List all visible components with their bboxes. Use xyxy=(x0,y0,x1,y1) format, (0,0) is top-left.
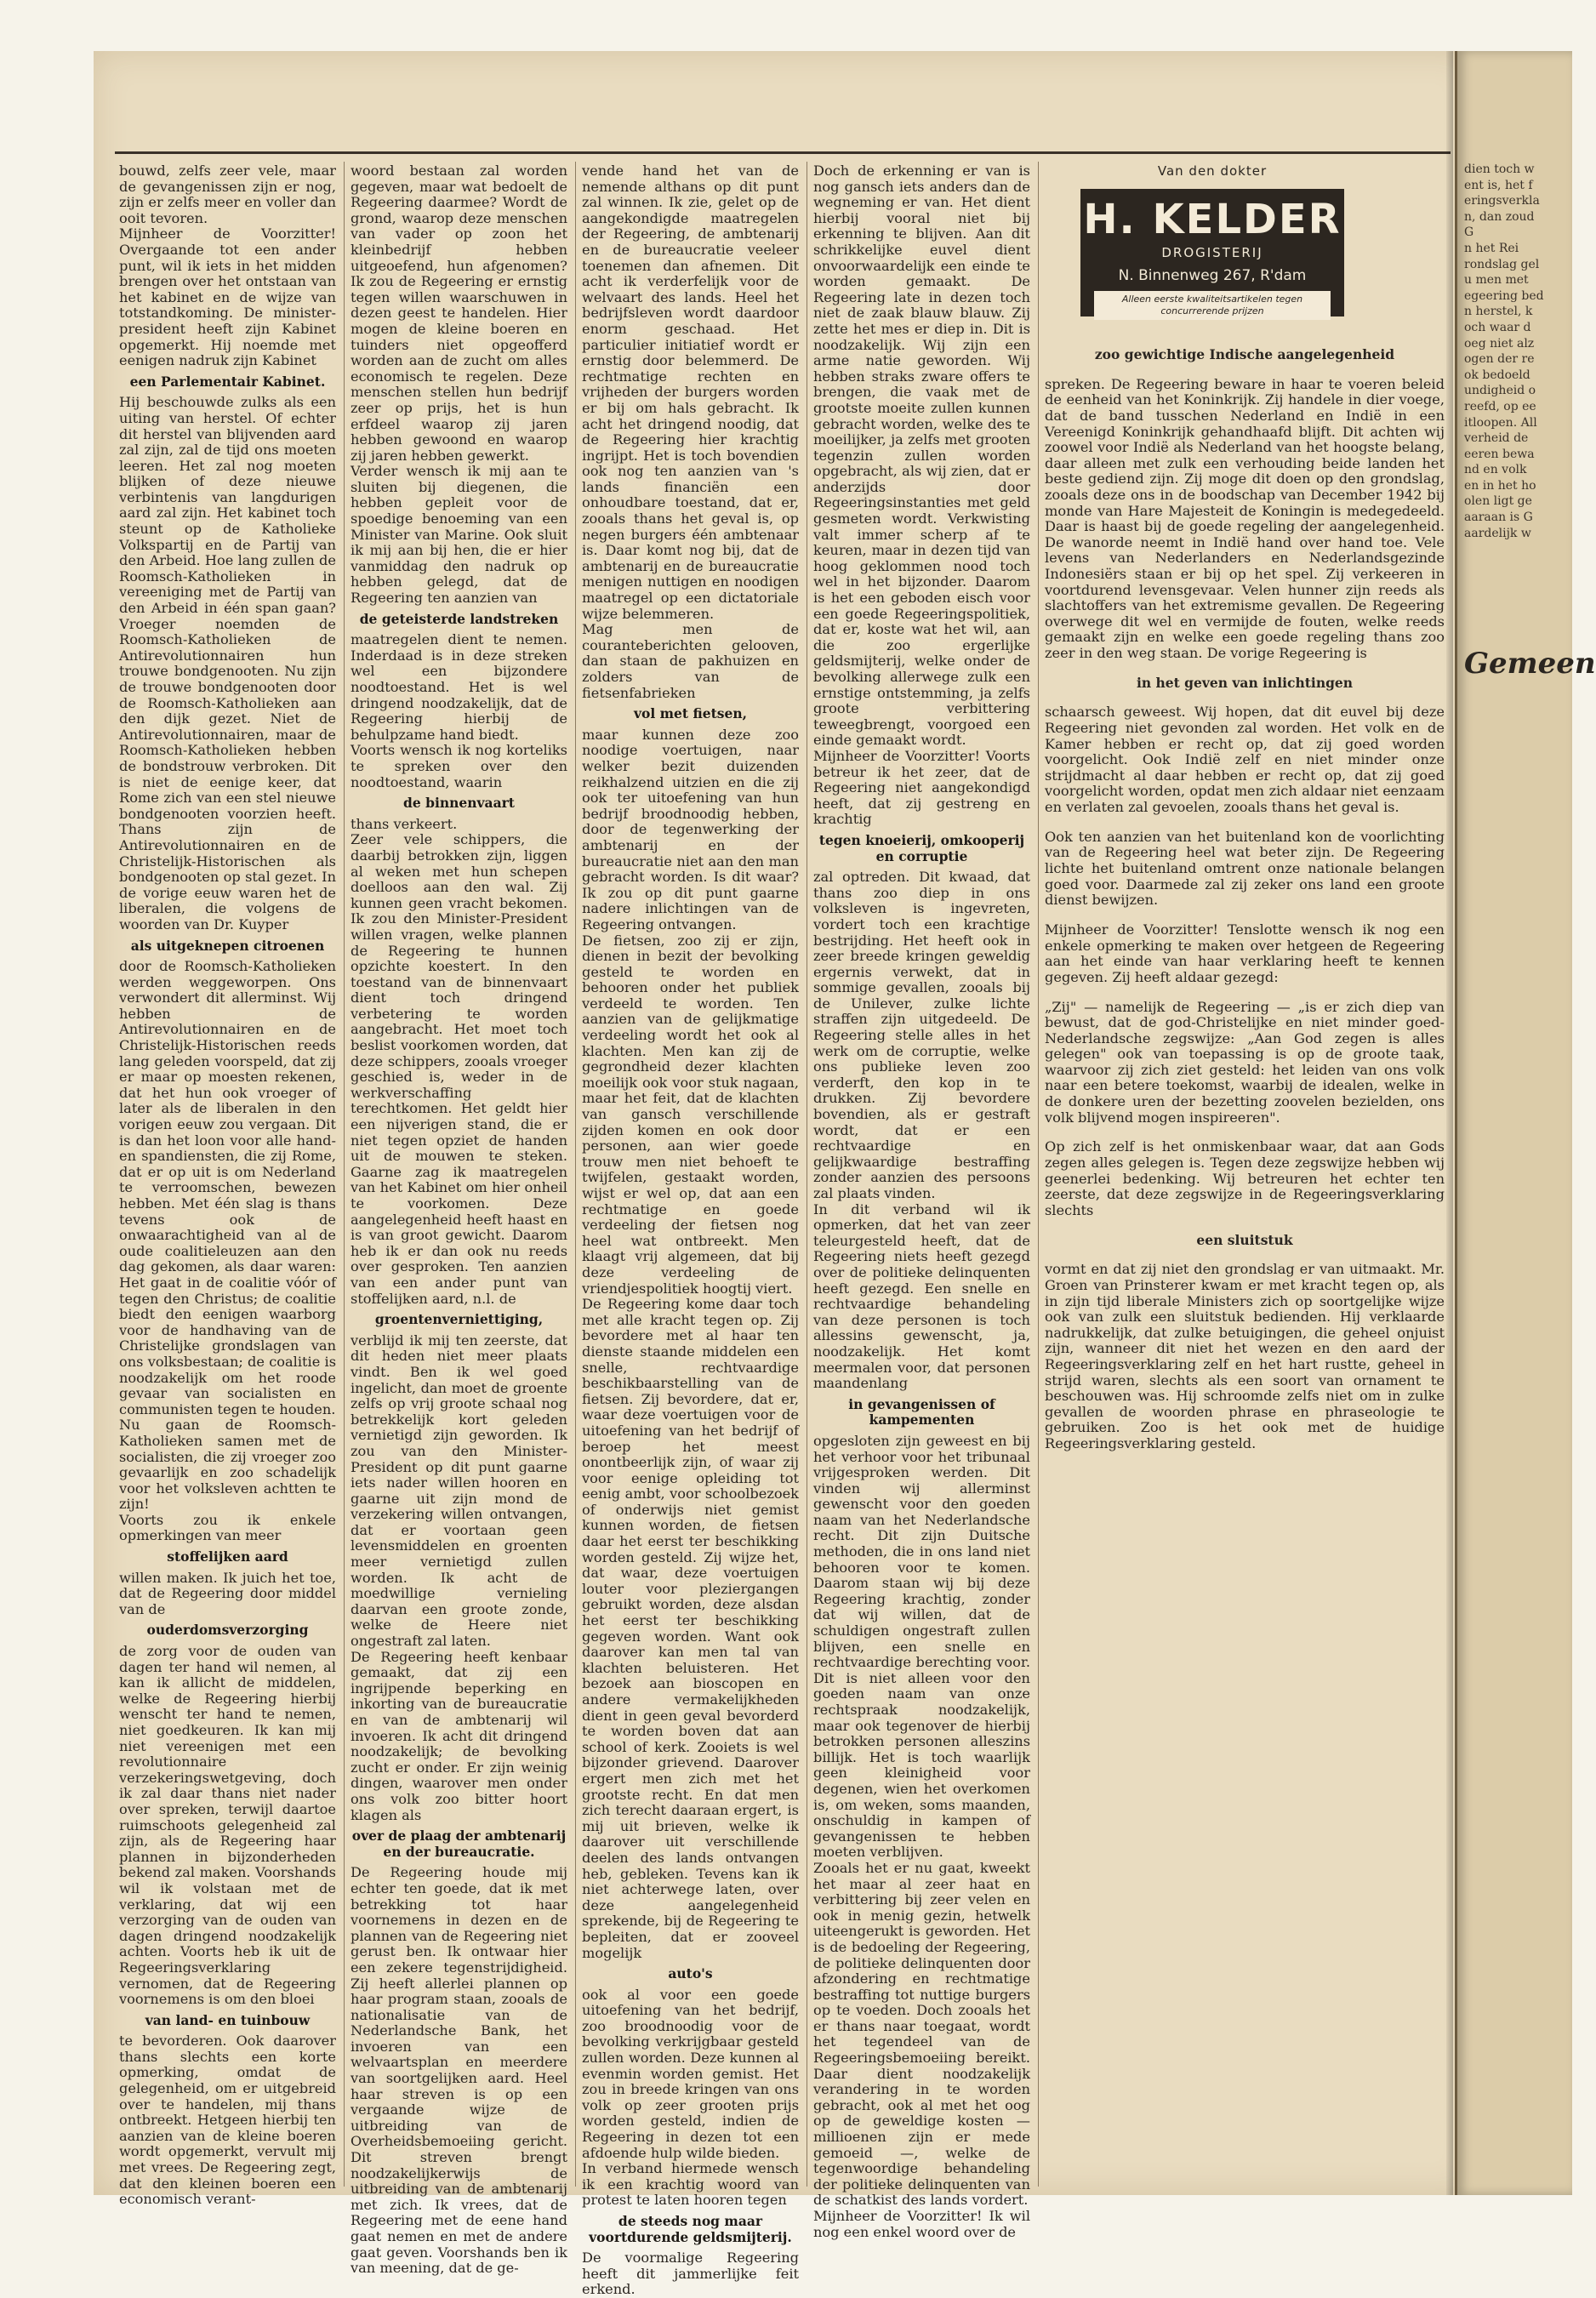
section-heading: de steeds nog maar voortdurende geldsmijterij. xyxy=(589,2213,792,2245)
section-heading: in gevangenissen of kampementen xyxy=(848,1395,995,1428)
article-paragraph: „Zij" — namelijk de Regeering — „is er zich diep van bewust, dat de god-Christelijke en niet minder goed-Nederlandsche zegswijze: „Aan God zegen is alles gelegen" ook van toepassing is op de groote taak, waarvoor zij zich ziet gesteld: het leiden van ons volk naar een betere toekomst, waarbij de idealen, welke in de donkere uren der bezetting zoovelen bezielden, ons volk blijvend mogen inspireeren". xyxy=(1045,998,1445,1126)
ad-tagline: Alleen eerste kwaliteitsartikelen tegen concurrerende prijzen xyxy=(1094,291,1331,320)
article-paragraph: Mijnheer de Voorzitter! Overgaande tot een ander punt, wil ik iets in het midden brengen over het ontstaan van het kabinet en de wijze van totstandkoming. De minister-president heeft zijn Kabinet opgemerkt. Hij noemde met eenigen nadruk zijn Kabinet xyxy=(119,225,336,369)
article-paragraph: Op zich zelf is het onmiskenbaar waar, dat aan Gods zegen alles gelegen is. Tegen deze zegswijze hebben wij geenerlei bedenking. Wij betreuren het echter ten zeerste, dat deze zegswijze in de Regeeringsverklaring slechts xyxy=(1045,1138,1445,1218)
article-paragraph: Mijnheer de Voorzitter! Tenslotte wensch ik nog een enkele opmerking te maken over hetgeen de Regeering aan het einde van haar verklaring heeft te kennen gegeven. Zij heeft aldaar gezegd: xyxy=(1045,921,1445,985)
article-paragraph: De Regeering heeft kenbaar gemaakt, dat zij een ingrijpende beperking en inkorting van de bureaucratie en van de ambtenarij wil invoeren. Ik acht dit dringend noodzakelijk; de bevolking zucht er onder. Er zijn weinig dingen, waarover men onder ons volk zoo bitter hoort klagen als xyxy=(351,1648,567,1823)
adjacent-page-line: rondslag gel xyxy=(1464,257,1540,271)
adjacent-page-line: ok bedoeld xyxy=(1464,368,1530,382)
article-paragraph: de zorg voor de ouden van dagen ter hand wil nemen, al kan ik allicht de middelen, welke de Regeering hierbij wenscht ter hand te nemen, niet goedkeuren. Ik kan mij niet vereenigen met een revolutionnaire verzekeringswetgeving, doch ik zal daar thans niet nader over spreken, terwijl daartoe ruimschoots gelegenheid zal zijn, als de Regeering haar plannen in bijzonderheden bekend zal maken. Voorshands wil ik volstaan met de verklaring, dat wij een verzorging van de ouden van dagen dringend noodzakelijk achten. Voorts heb ik uit de Regeeringsverklaring vernomen, dat de Regeering voornemens is om den bloei xyxy=(119,1643,336,2008)
article-paragraph: Mijnheer de Voorzitter! Voorts betreur ik het zeer, dat de Regeering niet aangekondigd heeft, dat zij gestreng en krachtig xyxy=(813,747,1030,828)
article-paragraph: Ook ten aanzien van het buitenland kon de voorlichting van de Regeering heel wat beter zijn. De Regeering lichte het buitenland omtrent onze nationale belangen goed voor. Daarmede zal zij zeker ons land een groote dienst bewijzen. xyxy=(1045,828,1445,909)
article-column-3 xyxy=(582,163,799,2298)
section-heading: een sluitstuk xyxy=(1196,1231,1293,1248)
article-paragraph: willen maken. Ik juich het toe, dat de Regeering door middel van de xyxy=(119,1569,336,1617)
advertisement xyxy=(1080,189,1344,316)
adjacent-page-line: undigheid o xyxy=(1464,384,1536,398)
article-paragraph: De voormalige Regeering heeft dit jammerlijke feit erkend. xyxy=(582,2250,799,2298)
adjacent-page-heading: Gemeen xyxy=(1464,647,1596,681)
section-heading: auto's xyxy=(668,1965,713,1982)
adjacent-page-line: olen ligt ge xyxy=(1464,494,1532,509)
adjacent-page-line: ogen der re xyxy=(1464,352,1535,367)
article-paragraph: Hij beschouwde zulks als een uiting van herstel. Of echter dit herstel van blijvenden aard zal zijn, zal de tijd ons moeten leeren. Het zal nog moeten blijken of deze nieuwe verbintenis van langdurigen aard zal zijn. Het kabinet toch steunt op de Katholieke Volkspartij en de Partij van den Arbeid. Hoe lang zullen de Roomsch-Katholieken in vereeniging met de Partij van den Arbeid in één span gaan? Vroeger noemden de Roomsch-Katholieken de Antirevolutionnairen hun trouwe bondgenooten. Nu zijn de trouwe bondgenooten door de Roomsch-Katholieken aan den dijk gezet. Niet de Antirevolutionnairen, maar de Roomsch-Katholieken hebben de bondstrouw verbroken. Dit is niet de eenige keer, dat Rome zich van een stel nieuwe bondgenooten voorzien heeft. Thans zijn de Antirevolutionnairen en de Christelijk-Historischen als bondgenooten op stal gezet. In de vorige eeuw waren het de liberalen, die volgens de woorden van Dr. Kuyper xyxy=(119,394,336,932)
adjacent-page-line: aardelijk w xyxy=(1464,526,1531,540)
section-heading: in het geven van inlichtingen xyxy=(1136,674,1354,691)
article-paragraph: door de Roomsch-Katholieken werden weggeworpen. Ons verwondert dit allerminst. Wij hebben de Antirevolutionnairen en de Christelijk-Historischen reeds lang geleden voorspeld, dat zij er maar op moesten rekenen, dat het hun ook vroeger of later als de liberalen in den vorigen eeuw zou vergaan. Dit is dan het loon voor alle hand- en spandiensten, die zij Rome, dat er op uit is om Nederland te verroomschen, bewezen hebben. Met één slag is thans tevens ook de onwaarachtigheid van al de oude coalitieleuzen aan den dag gekomen, als daar waren: Het gaat in de coalitie vóór of tegen den Christus; de coalitie biedt den eenigen waarborg voor de handhaving van de Christelijke grondslagen van ons volksbestaan; de coalitie is noodzakelijk om het roode gevaar van socialisten en communisten tegen te houden. xyxy=(119,958,336,1417)
article-paragraph: vormt en dat zij niet den grondslag er van uitmaakt. Mr. Groen van Prinsterer kwam er met kracht tegen op, als in zijn tijd liberale Ministers zich op soortgelijke wijze ook van zulk een sluitstuk bedienden. Hij verklaarde nadrukkelijk, dat zulke betuigingen, die geheel onjuist zijn, wanneer dit niet het wezen en den aard der Regeeringsverklaring zelf en het hart rustte, geheel in strijd waren, slechts als een soort van ornament te beschouwen was. Hij schroomde zelfs niet om in zulke gevallen de woorden phrase en phraseologie te gebruiken. Zoo is het ook met de huidige Regeeringsverklaring gesteld. xyxy=(1045,1261,1445,1451)
adjacent-page-line: verheid de xyxy=(1464,431,1529,446)
adjacent-page-line: reefd, op ee xyxy=(1464,399,1536,413)
header-rule xyxy=(115,151,1451,154)
article-paragraph: woord bestaan zal worden gegeven, maar wat bedoelt de Regeering daarmee? Wordt de grond, waarop deze menschen van vader op zoon het kleinbedrijf hebben uitgeoefend, hun afgenomen? Ik zou de Regeering er ernstig tegen willen waarschuwen in dezen geest te handelen. Hier mogen de kleine boeren en tuinders niet opgeofferd worden aan de zucht om alles economisch te regelen. Deze menschen stellen hun bedrijf zeer op prijs, het is hun erfdeel waarop zij jaren hebben gewoond en waarop zij jaren hebben gewerkt. xyxy=(351,163,567,464)
article-paragraph: maar kunnen deze zoo noodige voertuigen, naar welker bezit duizenden reikhalzend uitzien en die zij ook ter uitoefening van hun bedrijf broodnoodig hebben, door de tegenwerking der ambtenarij en der bureaucratie niet aan den man gebracht worden. Is dit waar? Ik zou op dit punt gaarne nadere inlichtingen van de Regeering ontvangen. xyxy=(582,726,799,932)
article-paragraph: vende hand het van de nemende althans op dit punt zal winnen. Ik zie, gelet op de aangekondigde maatregelen der Regeering, de ambtenarij en de bureaucratie veeleer toenemen dan afnemen. Dit acht ik verderfelijk voor de welvaart des lands. Heel het bedrijfsleven wordt daardoor enorm geschaad. Het particulier initiatief wordt er ernstig door belemmerd. De rechtmatige rechten en vrijheden der burgers worden er bij om hals gebracht. Ik acht het dringend noodig, dat de Regeering hier krachtig ingrijpt. Het is toch bovendien ook nog ten aanzien van 's lands financiën een onhoudbare toestand, dat er, zooals thans het geval is, op negen burgers één ambtenaar is. Daar komt nog bij, dat de ambtenarij en de bureaucratie menigen nuttigen en noodigen maatregel op een dictatoriale wijze belemmeren. xyxy=(582,163,799,622)
article-paragraph: Voorts zou ik enkele opmerkingen van meer xyxy=(119,1511,336,1544)
article-column-5 xyxy=(1045,342,1445,2188)
adjacent-page-line: n het Rei xyxy=(1464,241,1519,255)
section-heading: ouderdomsverzorging xyxy=(146,1622,309,1639)
column-divider xyxy=(1038,162,1039,2187)
column-divider xyxy=(575,162,576,2187)
section-heading: tegen knoeierij, omkooperij en corruptie xyxy=(818,831,1025,864)
adjacent-page-line: G xyxy=(1464,225,1474,240)
page-fold xyxy=(1446,51,1453,2195)
article-paragraph: Zeer vele schippers, die daarbij betrokken zijn, liggen al weken met hun schepen doelloos aan den wal. Zij kunnen geen vracht bekomen. Ik zou den Minister-President willen vragen, welke plannen de Regeering te hunnen opzichte koestert. In den toestand van de binnenvaart dient toch dringend verbetering te worden aangebracht. Het moet toch beslist voorkomen worden, dat deze schippers, zooals vroeger geschied is, weder in de werkverschaffing terechtkomen. Het geldt hier een nijverigen stand, die er niet tegen opziet de handen uit de mouwen te steken. Gaarne zag ik maatregelen van het Kabinet om hier onheil te voorkomen. Deze aangelegenheid heeft haast en is van groot gewicht. Daarom heb ik er dan ook nu reeds over gesproken. Ten aanzien van een ander punt van stoffelijken aard, n.l. de xyxy=(351,831,567,1307)
section-heading: als uitgeknepen citroenen xyxy=(130,937,325,954)
article-paragraph: Zooals het er nu gaat, kweekt het maar al zeer haat en verbittering bij zeer velen en ook in menig gezin, hetwelk uiteengerukt is geworden. Het is de bedoeling der Regeering, de politieke delinquenten door afzondering en rechtmatige bestraffing tot nuttige burgers op te voeden. Doch zooals het er thans naar toegaat, wordt het tegendeel van de Regeeringsbemoeiing bereikt. Daar dient noodzakelijk verandering in te worden gebracht, ook al met het oog op de geweldige kosten — millioenen zijn er mede gemoeid —, welke de tegenwoordige behandeling der politieke delinquenten van de schatkist des lands vordert. xyxy=(813,1859,1030,2209)
article-paragraph: opgesloten zijn geweest en bij het verhoor voor het tribunaal vrijgesproken werden. Dit vinden wij allerminst gewenscht voor den goeden naam van het Nederlandsche recht. Dit zijn Duitsche methoden, die in ons land niet behooren voor te komen. Daarom staan wij bij deze Regeering krachtig, zonder dat wij willen, dat de schuldigen ongestraft zullen blijven, een snelle en rechtvaardige berechting voor. Dit is niet alleen voor den goeden naam van onze rechtspraak noodzakelijk, maar ook tegenover de hierbij betrokken personen alleszins billijk. Het is toch waarlijk geen kleinigheid voor degenen, wien het overkomen is, om weken, soms maanden, onschuldig in kampen of gevangenissen te hebben moeten verblijven. xyxy=(813,1432,1030,1861)
article-paragraph: Verder wensch ik mij aan te sluiten bij diegenen, die hebben gepleit voor de spoedige benoeming van een Minister van Marine. Ook sluit ik mij aan bij hen, die er hier vanmiddag den nadruk op hebben gelegd, dat de Regeering ten aanzien van xyxy=(351,463,567,607)
adjacent-page-line: egeering bed xyxy=(1464,288,1544,303)
adjacent-page-line: dien toch w xyxy=(1464,163,1535,176)
article-paragraph: thans verkeert. xyxy=(351,815,458,832)
article-paragraph: Doch de erkenning er van is nog gansch iets anders dan de wegneming er van. Het dient hierbij vooral niet bij erkenning te blijven. Aan dit schrikkelijke euvel dient onvoorwaardelijk een einde te worden gemaakt. De Regeering late in dezen toch niet de zaak blauw blauw. Zij zette het mes er diep in. Dit is noodzakelijk. Wij zijn een arme natie geworden. Wij hebben straks zware offers te brengen, die vaak met de grootste moeite zullen kunnen gebracht worden, welke des te moeilijker, ja zelfs met grooten tegenzin zullen worden opgebracht, als wij zien, dat er anderzijds door Regeeringsinstanties met geld gesmeten wordt. Verkwisting valt immer scherp af te keuren, maar in dezen tijd van hoog geklommen nood toch wel in het bijzonder. Daarom is het een geboden eisch voor een goede Regeeringspolitiek, dat er, koste wat het wil, aan die zoo ergerlijke geldsmijterij, welke onder de bevolking allerwege zulk een ernstige ontstemming, ja zelfs groote verbittering teweegbrengt, voorgoed een einde gemaakt wordt. xyxy=(813,163,1030,749)
article-paragraph: In dit verband wil ik opmerken, dat het van zeer teleurgesteld heeft, dat de Regeering niets heeft gezegd over de politieke delinquenten heeft gezegd. Een snelle en rechtvaardige behandeling van deze personen is toch allessins gewenscht, ja, noodzakelijk. Het komt meermalen voor, dat personen maandenlang xyxy=(813,1200,1030,1392)
adjacent-page-line: en in het ho xyxy=(1464,478,1536,493)
ad-title: H. KELDER xyxy=(1083,196,1342,243)
article-paragraph: spreken. De Regeering beware in haar te voeren beleid de eenheid van het Koninkrijk. Zij handele in dier voege, dat de band tusschen Nederland en Indië in een Vereenigd Koninkrijk gehandhaafd blijft. Dit achten wij zoowel voor Indië als Nederland van het hoogste belang, daar alleen met zulk een verhouding beide landen het beste gediend zijn. Zij moge dit doen op den grondslag, zooals deze ons in de boodschap van December 1942 bij monde van Hare Majesteit de Koningin is medegedeeld. Daar is haast bij de goede regeling der aangelegenheid. De wanorde neemt in Indië hand over hand toe. Vele levens van Nederlanders en Nederlandsgezinde Indonesiërs staan er bij op het spel. Zij verkeeren in voortdurend levensgevaar. Velen hunner zijn reeds als slachtoffers van het extremisme gevallen. De Regeering overwege dit wel en vermijde de fouten, welke reeds gemaakt zijn en welke een goede regeling thans zoo zeer in den weg staan. De vorige Regeering is xyxy=(1045,375,1445,661)
section-heading: van land- en tuinbouw xyxy=(145,2011,311,2028)
article-paragraph: zal optreden. Dit kwaad, dat thans zoo diep in ons volksleven is ingevreten, vordert toch een krachtige bestrijding. Het heeft ook in zeer breede kringen geweldig ergernis verwekt, dat in sommige gevallen, zooals bij de Unilever, zulke lichte straffen zijn uitgedeeld. De Regeering stelle alles in het werk om de corruptie, welke ons publieke leven zoo verderft, den kop in te drukken. Zij bevordere bovendien, als er gestraft wordt, dat er een rechtvaardige en gelijkwaardige bestraffing zonder aanzien des persoons zal plaats vinden. xyxy=(813,869,1030,1201)
section-heading: zoo gewichtige Indische aangelegenheid xyxy=(1094,346,1395,362)
adjacent-page-line: n herstel, k xyxy=(1464,305,1533,319)
section-heading: een Parlementair Kabinet. xyxy=(129,373,326,390)
article-paragraph: Voorts wensch ik nog korteliks te spreken over den noodtoestand, waarin xyxy=(351,742,567,790)
article-paragraph: verblijd ik mij ten zeerste, dat dit heden niet meer plaats vindt. Ben ik wel goed ingelicht, dan moet de groente zelfs op vrij groote schaal nog betrekkelijk kort geleden vernietigd zijn geworden. Ik zou van den Minister-President op dit punt gaarne iets nader willen hooren en gaarne uit zijn mond de verzekering willen ontvangen, dat er voortaan geen levensmiddelen en groenten meer vernietigd zullen worden. Ik acht de moedwillige vernieling daarvan een groote zonde, welke de Heere niet ongestraft zal laten. xyxy=(351,1331,567,1650)
adjacent-page-line: eringsverkla xyxy=(1464,194,1540,208)
adjacent-page-line: n, dan zoud xyxy=(1464,209,1535,224)
adjacent-page-line: u men met xyxy=(1464,273,1529,288)
adjacent-page-line: itloopen. All xyxy=(1464,415,1537,430)
adjacent-page-line: aaraan is G xyxy=(1464,510,1533,525)
article-column-1 xyxy=(119,163,336,2208)
article-column-2 xyxy=(351,163,567,2277)
article-paragraph: De fietsen, zoo zij er zijn, dienen in bezit der bevolking gesteld te worden en behooren onder het publiek verdeeld te worden. Ten aanzien van de gelijkmatige verdeeling wordt het ook al klachten. Men kan zij de gegrondheid dezer klachten moeilijk ook voor stuk nagaan, maar het feit, dat de klachten van gansch verschillende zijden komen en ook door personen, aan wier goede trouw men niet behoeft te twijfelen, gestaakt worden, wijst er wel op, dat aan een rechtmatige en goede verdeeling der fietsen nog heel wat ontbreekt. Men klaagt vrij algemeen, dat bij deze verdeeling de vriendjespolitiek hoogtij viert. xyxy=(582,932,799,1297)
ad-label: Van den dokter xyxy=(1157,163,1268,179)
article-paragraph: De Regeering kome daar toch met alle kracht tegen op. Zij bevordere met al haar ten dienste staande middelen een snelle, rechtvaardige beschikbaarstelling van de fietsen. Zij bevordere, dat er, waar deze voertuigen voor de uitoefening van het bedrijf of beroep het meest onontbeerlijk zijn, of waar zij voor eenige opleiding tot eenig ambt, voor schoolbezoek of onderwijs niet gemist kunnen worden, de fietsen daar het eerst ter beschikking worden gesteld. Zij wijze het, dat waar, deze voertuigen louter voor pleziergangen gebruikt worden, deze alsdan het eerst ter beschikking gegeven worden. Want ook daarover kan men tal van klachten beluisteren. Het bezoek aan bioscopen en andere vermakelijkheden dient in geen geval bevorderd te worden boven dat aan school of kerk. Zooiets is wel bijzonder grievend. Daarover ergert men zich met het grootste recht. En dat men zich terecht daaraan ergert, is mij uit brieven, welke ik daarover uit verschillende deelen des lands ontvangen heb, gebleken. Tevens kan ik niet achterwege laten, over deze aangelegenheid sprekende, bij de Regeering te bepleiten, dat er zooveel mogelijk xyxy=(582,1296,799,1961)
article-paragraph: maatregelen dient te nemen. Inderdaad is in deze streken wel een bijzondere noodtoestand. Het is wel dringend noodzakelijk, dat de Regeering hierbij de behulpzame hand biedt. xyxy=(351,631,567,743)
section-heading: over de plaag der ambtenarij en der bureaucratie. xyxy=(351,1828,567,1860)
article-paragraph: ook al voor een goede uitoefening van het bedrijf, zoo broodnoodig voor de bevolking verkrijgbaar gesteld zullen worden. Deze kunnen al evenmin worden gemist. Het zou in breede kringen van ons volk op zeer grooten prijs worden gesteld, indien de Regeering in dezen tot een afdoende hulp wilde bieden. xyxy=(582,1986,799,2161)
section-heading: de binnenvaart xyxy=(403,795,515,812)
adjacent-page-text xyxy=(1464,162,1570,2204)
article-paragraph: Mag men de couranteberichten gelooven, dan staan de pakhuizen en zolders van de fietsenfabrieken xyxy=(582,621,799,701)
ad-subtitle: DROGISTERIJ xyxy=(1161,245,1263,260)
adjacent-page-line: ent is, het f xyxy=(1464,178,1533,192)
article-paragraph: schaarsch geweest. Wij hopen, dat dit euvel bij deze Regeering niet gevonden zal worden. Het volk en de Kamer hebben er recht op, dat zij goed worden voorgelicht. Ook Indië zelf en niet minder onze strijdmacht al daar hebben er recht op, dat zij goed voorgelicht worden, opdat men zich aldaar niet eenzaam en verlaten zal gevoelen, zooals thans het geval is. xyxy=(1045,704,1445,815)
adjacent-page-edge xyxy=(1455,51,1596,2195)
adjacent-page-line: oeg niet alz xyxy=(1464,336,1535,351)
adjacent-page-line: och waar d xyxy=(1464,320,1531,334)
article-paragraph: In verband hiermede wensch ik een krachtig woord van protest te laten hooren tegen xyxy=(582,2160,799,2209)
article-column-4 xyxy=(813,163,1030,2240)
ad-address: N. Binnenweg 267, R'dam xyxy=(1118,267,1307,284)
section-heading: vol met fietsen, xyxy=(634,705,747,722)
article-paragraph: Nu gaan de Roomsch-Katholieken samen met de socialisten, die zij vroeger zoo gevaarlijk en zoo schadelijk voor het volksleven achtten te zijn! xyxy=(119,1417,336,1513)
adjacent-page-line: eeren bewa xyxy=(1464,447,1535,461)
section-heading: stoffelijken aard xyxy=(167,1548,288,1565)
article-paragraph: bouwd, zelfs zeer vele, maar de gevangenissen zijn er nog, zijn er zelfs meer en voller dan ooit tevoren. xyxy=(119,163,336,226)
column-divider xyxy=(344,162,345,2187)
article-paragraph: De Regeering houde mij echter ten goede, dat ik met betrekking tot haar voornemens in dezen en de plannen van de Regeering niet gerust ben. Ik ontwaar hier een zekere tegenstrijdigheid. Zij heeft allerlei plannen op haar program staan, zooals de nationalisatie van de Nederlandsche Bank, het invoeren van een welvaartsplan en meerdere van soortgelijken aard. Heel haar streven is op een vergaande wijze de uitbreiding van de Overheidsbemoeiing gericht. Dit streven brengt noodzakelijkerwijs de uitbreiding van de ambtenarij met zich. Ik vrees, dat de Regeering met de eene hand gaat nemen en met de andere gaat geven. Voorshands ben ik van meening, dat de ge- xyxy=(351,1864,567,2277)
section-heading: groentenverniettiging, xyxy=(374,1311,544,1328)
article-paragraph: Mijnheer de Voorzitter! Ik wil nog een enkel woord over de xyxy=(813,2208,1030,2240)
article-paragraph: te bevorderen. Ook daarover thans slechts een korte opmerking, omdat de gelegenheid, om er uitgebreid over te handelen, mij thans ontbreekt. Hetgeen hierbij ten aanzien van de kleine boeren wordt opgemerkt, vervult mij met vrees. De Regeering zegt, dat den kleinen boeren een economisch verant- xyxy=(119,2033,336,2208)
adjacent-page-line: nd en volk xyxy=(1464,463,1527,477)
section-heading: de geteisterde landstreken xyxy=(359,610,559,627)
